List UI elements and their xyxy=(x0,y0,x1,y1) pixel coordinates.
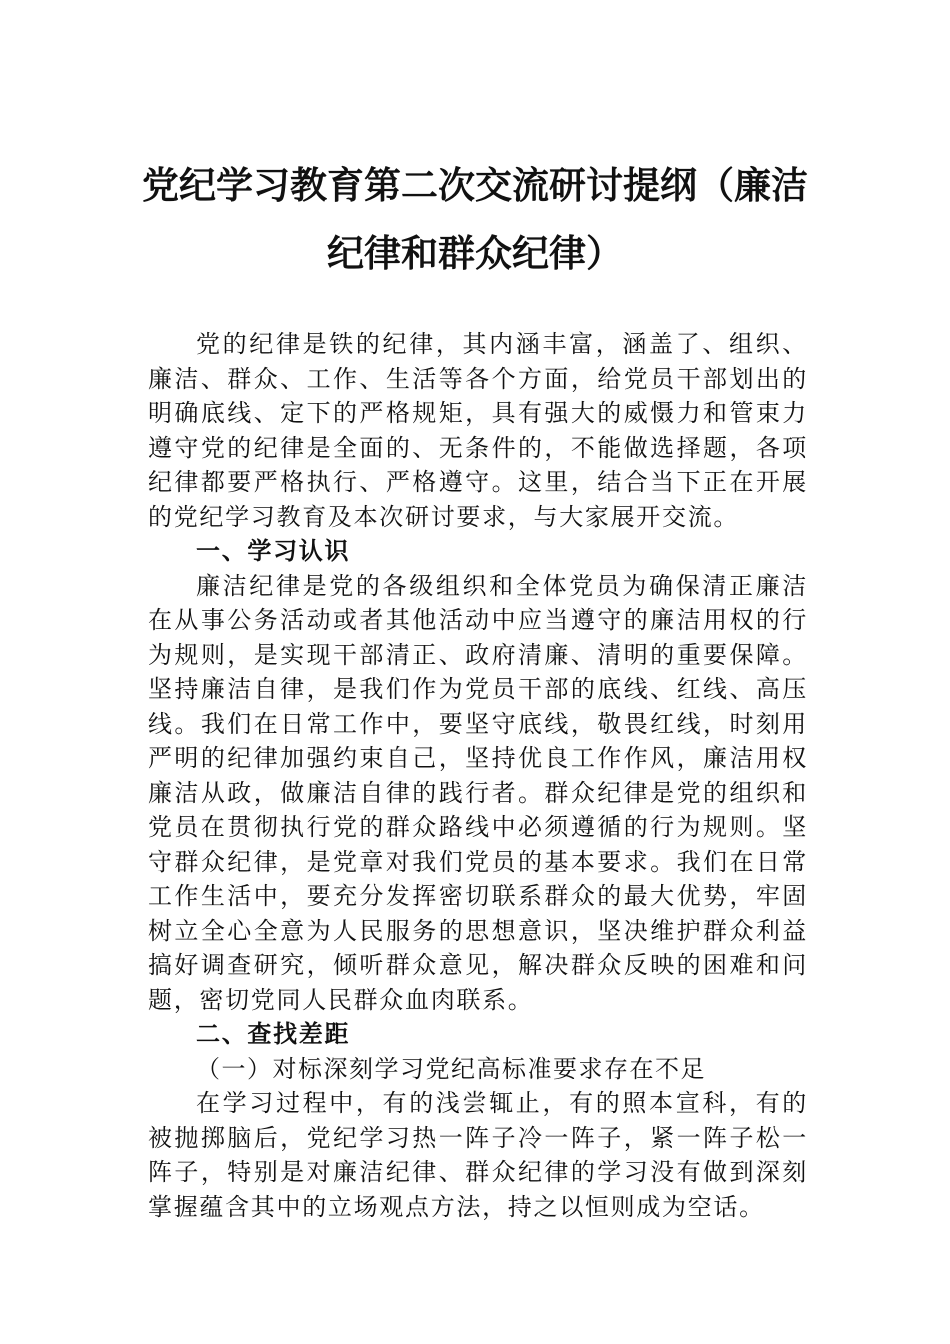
document-title-line1: 党纪学习教育第二次交流研讨提纲（廉洁 xyxy=(142,163,808,207)
subsection-study-paragraph: 在学习过程中，有的浅尝辄止，有的照本宣科，有的被抛掷脑后，党纪学习热一阵子冷一阵子，紧一阵子松一阵子，特别是对廉洁纪律、群众纪律的学习没有做到深刻掌握蕴含其中的立场观点方法，持之以恒则成为空话。 xyxy=(148,1089,808,1221)
section-learning-paragraph: 廉洁纪律是党的各级组织和全体党员为确保清正廉洁在从事公务活动或者其他活动中应当遵守的廉洁用权的行为规则，是实现干部清正、政府清廉、清明的重要保障。坚持廉洁自律，是我们作为党员干部的底线、红线、高压线。我们在日常工作中，要坚守底线，敬畏红线，时刻用严明的纪律加强约束自己，坚持优良工作作风，廉洁用权廉洁从政，做廉洁自律的践行者。群众纪律是党的组织和党员在贯彻执行党的群众路线中必须遵循的行为规则。坚守群众纪律，是党章对我们党员的基本要求。我们在日常工作生活中，要充分发挥密切联系群众的最大优势，牢固树立全心全意为人民服务的思想意识，坚决维护群众利益搞好调查研究，倾听群众意见，解决群众反映的困难和问题，密切党同人民群众血肉联系。 xyxy=(148,571,808,1014)
intro-paragraph: 党的纪律是铁的纪律，其内涵丰富，涵盖了、组织、廉洁、群众、工作、生活等各个方面，给党员干部划出的明确底线、定下的严格规矩，具有强大的威慑力和管束力遵守党的纪律是全面的、无条件的，不能做选择题，各项纪律都要严格执行、严格遵守。这里，结合当下正在开展的党纪学习教育及本次研讨要求，与大家展开交流。 xyxy=(148,330,808,531)
section-heading-gaps: 二、查找差距 xyxy=(196,1020,351,1048)
document-title-line2: 纪律和群众纪律） xyxy=(327,231,623,275)
section-heading-learning: 一、学习认识 xyxy=(196,537,351,565)
subsection-heading-study: （一）对标深刻学习党纪高标准要求存在不足 xyxy=(196,1054,706,1083)
document-body xyxy=(148,327,808,1224)
